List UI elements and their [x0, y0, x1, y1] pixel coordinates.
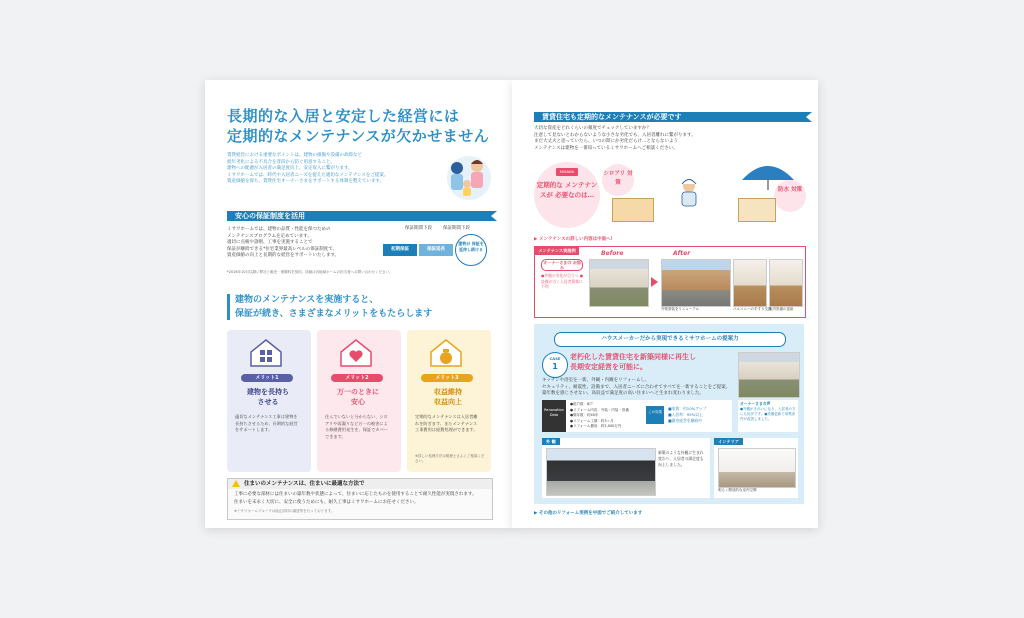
house-heart-icon	[339, 338, 373, 368]
balcony-photo	[733, 259, 767, 307]
after-label: After	[673, 250, 691, 257]
house-grid-icon	[249, 338, 283, 368]
owner-side-box	[738, 400, 798, 432]
proposal-section	[534, 324, 804, 504]
brochure-right-page	[512, 80, 818, 528]
before-label: Before	[601, 250, 624, 257]
merit-2-pill: メリット2	[331, 374, 383, 382]
exterior-text: 新築のような外観に生まれ変わり、入居者の満足度も向上しました。	[658, 450, 704, 467]
maintenance-reason-circle	[534, 162, 600, 228]
interior-caption-text: 明るく開放的な室内空間	[718, 488, 757, 492]
owner-voice-text: ●外観の劣化が目立つ ●設備が古く入居者募集に不利	[541, 273, 584, 289]
owner-voice-label: オーナーさまの お悩み	[541, 259, 583, 271]
interior-label: インテリア	[714, 438, 743, 445]
renovation-data-label: Renovation Data	[542, 400, 566, 432]
warranty-text: ミサワホームでは、建物の品質・性能を保つための メンテナンスプログラムを定めています。 適切に点検や診断、工事を実施することで 保証が継続できる*住宅業界最高レベルの保証制度で、 資産価値の向上と長期的な経営をサポートいたします。	[227, 227, 340, 258]
merit-1-text: 適切なメンテナンス工事は建物を長持ちさせるため、長期的な経営をサポートします。	[235, 414, 298, 432]
merit-card-1	[227, 330, 311, 472]
misawa-house-badge: MISAWA	[556, 168, 578, 176]
page-title-line1: 長期的な入居と安定した経営には	[227, 107, 460, 125]
merit-3-text: 定期的なメンテナンスは入居者離れを防ぎます。またメンテナンス工事費用は経費処理ができます。	[415, 414, 478, 432]
warning-icon	[232, 480, 240, 487]
merit-1-title: 建物を長持ち させる	[247, 388, 289, 406]
maintenance-detail-link[interactable]: ▶ メンテナンスの詳しい内容は中面へ!	[534, 237, 613, 242]
worker-illustration	[672, 178, 706, 210]
exterior-box	[542, 438, 710, 498]
owner-side-text: ●外観がきれいになり、入居者の方にも好評です。●設備更新で募集条件が改善しました。	[740, 407, 796, 421]
merit-3-title: 収益維持 収益向上	[434, 388, 462, 406]
merit-3-footnote: ※詳しい処理方法は税理士さんにご相談ください。	[415, 454, 485, 463]
maintenance-reason-text: 定期的な メンテナンスが 必要なのは…	[536, 181, 598, 199]
flow-label-1: 保証期間下段	[405, 226, 432, 231]
merits-heading-accent	[227, 294, 230, 320]
case-title: 老朽化した賃貸住宅を新築同様に再生し 長期安定経営を可能に。	[570, 353, 696, 371]
bottom-heading: 住まいのメンテナンスは、住まいに最適な方法で	[244, 481, 365, 487]
brochure-left-page	[205, 80, 512, 528]
case-building-photo	[738, 352, 800, 398]
arrow-right-icon: ▶	[534, 511, 540, 516]
merit-card-3	[407, 330, 491, 472]
interior-caption: 室内設備の更新	[769, 307, 794, 311]
rental-maintenance-bar: 賃貸住宅も定期的なメンテナンスが必要です	[534, 112, 812, 122]
right-intro: 大切な資産をどれくらいの頻度でチェックしていますか？ 注意して見ないとわからないような小さな劣化でも、入居者離れに繋がります。 まだ大丈夫と思っていたら、いつの間にか劣化だらけ…とならないよう メンテナンスは建物を一番知っているミサワホームへご相談ください。	[534, 126, 696, 151]
merit-3-pill: メリット3	[421, 374, 473, 382]
merit-2-text: 住んでいないと分からない、シロアリや雨漏りなど万一の被害による修繕費用発生を、保証でカバーできます。	[325, 414, 388, 439]
merit-card-2	[317, 330, 401, 472]
before-after-arrow-icon	[651, 277, 658, 287]
after-caption: 外壁塗装をリニューアル	[661, 307, 700, 311]
renovation-data-box	[542, 400, 732, 432]
proposal-heading: ハウスメーカーだから実現できるミサワホームの提案力	[554, 332, 786, 347]
page-title-line2: 定期的なメンテナンスが欠かせません	[227, 127, 490, 145]
effect-label: この効果	[646, 406, 664, 424]
merits-heading-line2: 保証が続き、さまざまなメリットをもたらします	[235, 309, 433, 319]
case-badge: CASE 1	[542, 352, 568, 378]
intro-paragraph: 賃貸経営における重要なポイントは、建物の損傷や設備の故障など 経年劣化による不具合を普段から防ぐ用意すること。 建物への配慮が入居者の満足度向上、安定収入に繋がります。 ミサワホームでは、時代や入居者ニーズを捉えた適切なメンテナンスをご提案。 資産価値を保ち、賃貸住宅オーナーさまをサポートする体制を整えています。	[227, 153, 389, 184]
effect-list: ■家賃：約10%アップ ■入居率：95%以上 ■満室経営を継続中	[668, 406, 707, 423]
flow-end-circle: 建物が 保証を 延伸し続ける	[455, 234, 487, 266]
bottom-line1: 工事に必要な部材には住まいの築年数や状態によって、住まいに応じたものを使用することで耐久性能が実現されます。	[234, 492, 477, 497]
interior-box	[714, 438, 798, 498]
warranty-note: *2016年10月以降に弊社と販売・保険料を契約。詳細は各地域ホームの担当者へお問い合わせください。	[227, 270, 393, 274]
worker-icon	[672, 178, 706, 210]
more-examples-link[interactable]: ▶ その他のリフォーム実例を中面でご紹介しています	[534, 511, 643, 516]
flow-step-initial: 初期保証	[383, 244, 417, 256]
termite-circle: シロアリ 対策	[602, 164, 634, 196]
case-body: キッチンや浴室を一新。外観・内観をリフォームし、 セキュリティ、耐震性、設備まで、入居者ニーズに合わせてすべてを一新することをご提案。 築年数を感じさせない、高収益で満足度の高い住まいへと生まれ変わりました。	[542, 378, 731, 396]
bottom-note: ※ミサワホームグループは純正部材の調達等を行っております。	[234, 509, 335, 513]
interior-photo	[769, 259, 803, 307]
merits-heading-line1: 建物のメンテナンスを実施すると、	[235, 295, 379, 305]
flow-label-2: 保証期間下段	[443, 226, 470, 231]
waterproof-house-icon	[738, 198, 776, 222]
merit-2-title: 万一のときに 安心	[337, 388, 379, 406]
exterior-label: 外 観	[542, 438, 560, 445]
house-moneybag-icon	[429, 338, 463, 368]
bottom-line2: 住まいを末永く大切に、安全に使うためにも、耐久工事はミサワホームにお任せください。	[234, 500, 419, 505]
exterior-photo	[546, 448, 656, 496]
maintenance-example-box	[534, 246, 806, 318]
merit-1-pill: メリット1	[241, 374, 293, 382]
balcony-caption: バルコニーの手すり交換	[733, 307, 772, 311]
bottom-info-box	[227, 478, 493, 520]
flow-step-extension: 保証延長	[419, 244, 453, 256]
arrow-right-icon: ▶	[534, 237, 540, 242]
owner-side-tag: オーナーさまの声	[740, 401, 771, 406]
warranty-section-bar: 安心の保証制度を活用	[227, 211, 497, 221]
example-tag: メンテナンス実施例	[535, 247, 579, 255]
termite-house-icon	[612, 198, 654, 222]
waterproof-circle: 防水 対策	[774, 180, 806, 212]
renovation-data-list: ●総戸数：8戸 ●リフォーム内容：外装・内装・設備 ●築年数：約40年 ●リフォーム工期：約3ヶ月 ●リフォーム費用：約2,000万円	[570, 402, 629, 428]
before-photo	[589, 259, 649, 307]
family-illustration	[435, 150, 499, 202]
interior-room-photo	[718, 448, 796, 488]
after-photo	[661, 259, 731, 307]
